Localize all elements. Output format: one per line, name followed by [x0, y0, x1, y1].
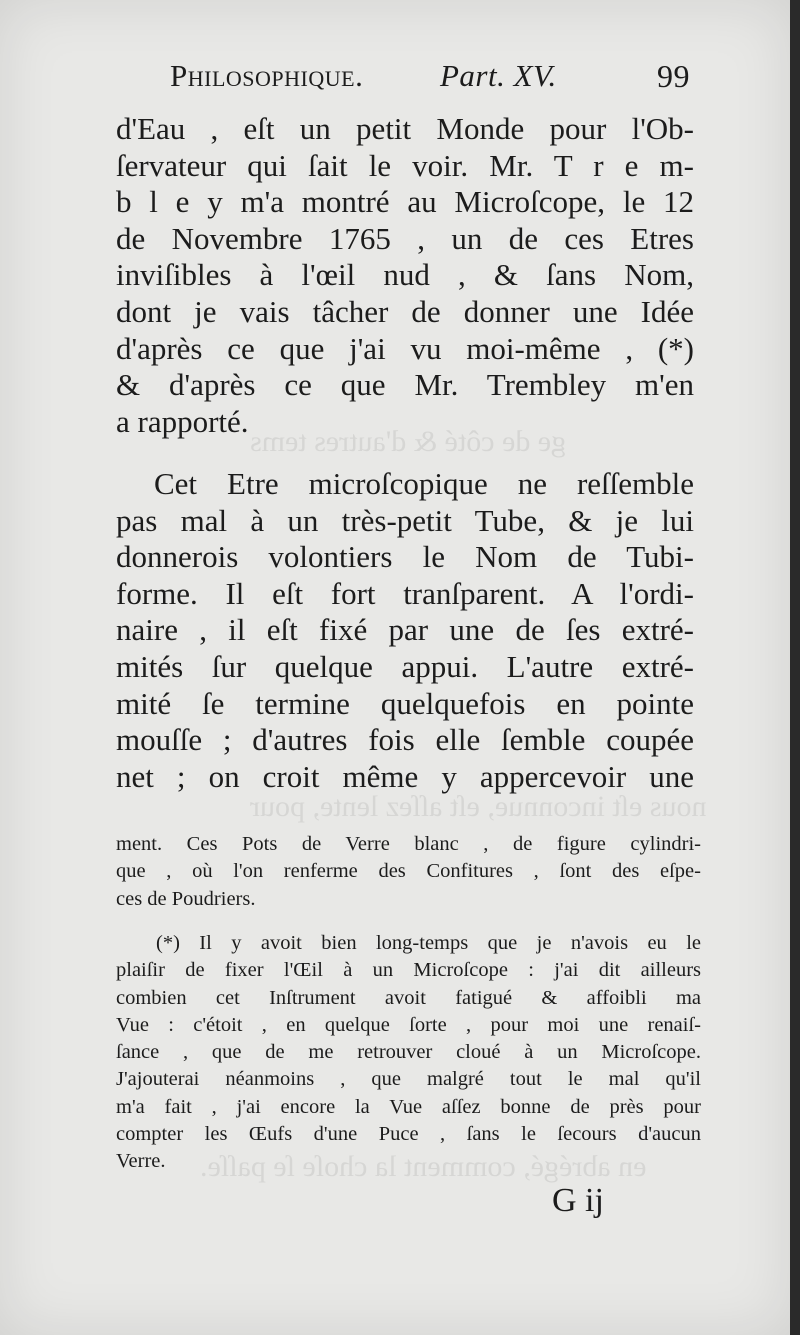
text-line: pas mal à un très-petit Tube, & je lui [116, 502, 694, 538]
text-line: d'Eau , eſt un petit Monde pour l'Ob- [116, 111, 694, 146]
text-line: mités ſur quelque appui. L'autre extré- [116, 648, 694, 684]
footnote-line: plaiſir de fixer l'Œil à un Microſcope : j'ai dit ailleurs [116, 959, 701, 982]
footnote-line: que , où l'on renferme des Confitures , ſont des eſpe- [116, 860, 701, 883]
footnote-line: ment. Ces Pots de Verre blanc , de figure cylindri- [116, 833, 701, 855]
page-edge [790, 0, 800, 1335]
footnote-line: Vue : c'étoit , en quelque ſorte , pour moi une renaiſ- [116, 1013, 701, 1036]
footnote-star [116, 930, 701, 1176]
running-head-part: Part. XV. [440, 58, 557, 93]
text-line: net ; on croit même y appercevoir une [116, 758, 694, 794]
text-line: b l e y m'a montré au Microſcope, le 12 [116, 184, 694, 220]
text-line: dont je vais tâcher de donner une Idée [116, 293, 694, 329]
text-line: mité ſe termine quelquefois en pointe [116, 685, 694, 721]
text-line: donnerois volontiers le Nom de Tubi- [116, 539, 694, 575]
running-head-title: Philosophique. [170, 58, 364, 93]
text-line: naire , il eſt fixé par une de ſes extré- [116, 612, 694, 648]
bleed-through-text: ge de côté & d'autres tems [250, 425, 567, 458]
footnote-line: Verre. [116, 1150, 166, 1173]
text-line: ſervateur qui ſait le voir. Mr. T r e m- [116, 147, 694, 183]
footnote-line: ſance , que de me retrouver cloué à un Microſcope. [116, 1041, 701, 1064]
text-line: mouſſe ; d'autres fois elle ſemble coupée [116, 722, 694, 758]
bleed-through-text: nous eſt inconnue, eſt aſſez lente, pour [250, 790, 707, 823]
signature-mark: G ij [552, 1182, 604, 1219]
text-line: a rapporté. [116, 403, 249, 439]
paragraph-2 [116, 466, 694, 795]
bleed-through-text: en abrégé, comment la choſe ſe paſſe. [200, 1150, 647, 1183]
text-line: d'après ce que j'ai vu moi-même , (*) [116, 330, 694, 366]
footnote-line: combien cet Inſtrument avoit fatigué & affoibli ma [116, 986, 701, 1009]
text-line: de Novembre 1765 , un de ces Etres [116, 220, 694, 256]
page-number: 99 [657, 58, 690, 94]
footnote-continued [116, 831, 701, 913]
paragraph-1 [116, 111, 694, 440]
footnote-line: J'ajouterai néanmoins , que malgré tout le mal qu'il [116, 1068, 701, 1091]
footnote-line: compter les Œufs d'une Puce , ſans le ſecours d'aucun [116, 1123, 701, 1146]
text-line: inviſibles à l'œil nud , & ſans Nom, [116, 257, 694, 293]
text-line: & d'après ce que Mr. Trembley m'en [116, 367, 694, 403]
text-line: forme. Il eſt fort tranſparent. A l'ordi- [116, 575, 694, 611]
running-head [170, 58, 690, 102]
footnote-line: (*) Il y avoit bien long-temps que je n'avois eu le [156, 932, 701, 954]
footnote-line: m'a fait , j'ai encore la Vue aſſez bonne de près pour [116, 1095, 701, 1118]
footnote-line: ces de Poudriers. [116, 887, 256, 910]
text-line: Cet Etre microſcopique ne reſſemble [154, 466, 694, 501]
